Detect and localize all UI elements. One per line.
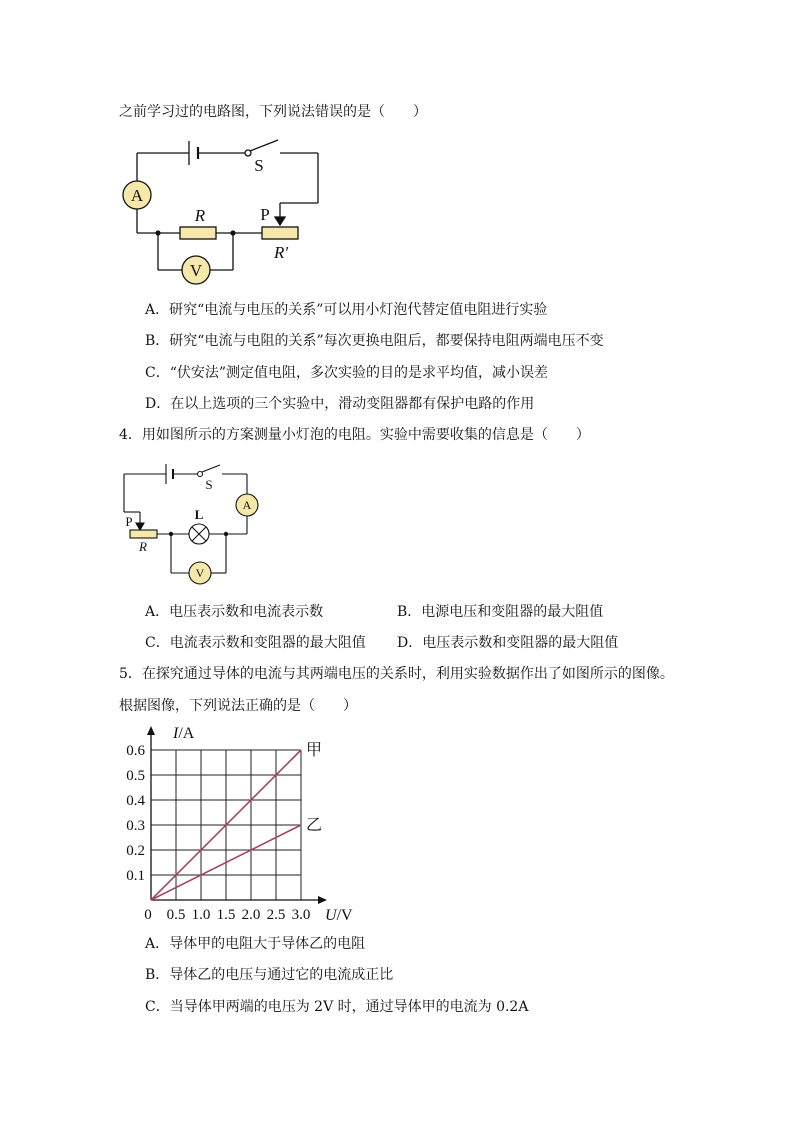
q4-stem: 4．用如图所示的方案测量小灯泡的电阻。实验中需要收集的信息是（ ） — [119, 427, 590, 443]
y-tick-label: 0.6 — [126, 743, 145, 759]
q3-option-a: A．研究“电流与电压的关系”可以用小灯泡代替定值电阻进行实验 — [145, 302, 548, 318]
y-tick-label: 0.5 — [126, 768, 145, 784]
x-tick-label: 1.0 — [191, 907, 211, 923]
y-tick-label: 0.3 — [126, 818, 145, 834]
q5-stem-line1: 5．在探究通过导体的电流与其两端电压的关系时，利用实验数据作出了如图所示的图像。 — [119, 666, 674, 682]
voltmeter-label: V — [189, 261, 203, 280]
q3-option-c: C．“伏安法”测定值电阻，多次实验的目的是求平均值，减小误差 — [145, 365, 549, 381]
q5-option-a: A．导体甲的电阻大于导体乙的电阻 — [145, 936, 366, 952]
y-tick-label: 0.2 — [126, 843, 145, 859]
x-axis-arrow — [318, 896, 327, 904]
rheostat-label: R — [139, 539, 147, 554]
q3-option-b: B．研究“电流与电阻的关系”每次更换电阻后，都要保持电阻两端电压不变 — [145, 333, 604, 349]
voltmeter-label: V — [195, 566, 205, 580]
x-tick-label: 2.0 — [241, 907, 261, 923]
y-axis-arrow — [147, 726, 155, 735]
y-axis-label: I/A — [173, 725, 195, 742]
q3-option-d: D．在以上选项的三个实验中，滑动变阻器都有保护电路的作用 — [145, 396, 535, 412]
q4-option-c: C．电流表示数和变阻器的最大阻值 — [145, 635, 366, 651]
ammeter-label: A — [242, 498, 252, 512]
switch-label: S — [254, 156, 264, 175]
q4-option-d: D．电压表示数和变阻器的最大阻值 — [397, 635, 619, 651]
slider-label: P — [125, 514, 133, 529]
origin-label: 0 — [144, 907, 152, 923]
q4-option-b: B．电源电压和变阻器的最大阻值 — [397, 604, 604, 620]
x-tick-label: 2.5 — [266, 907, 286, 923]
series-label-1: 甲 — [306, 742, 323, 759]
q3-stem: 之前学习过的电路图，下列说法错误的是（ ） — [119, 104, 427, 120]
x-tick-label: 1.5 — [216, 907, 236, 923]
series-label-2: 乙 — [306, 817, 323, 834]
lamp-label: L — [194, 507, 204, 522]
ammeter-label: A — [130, 186, 144, 205]
q5-stem-line2: 根据图像，下列说法正确的是（ ） — [119, 698, 357, 714]
y-tick-label: 0.4 — [126, 793, 145, 809]
q5-option-b: B．导体乙的电压与通过它的电流成正比 — [145, 967, 394, 983]
slider-label: P — [260, 205, 270, 224]
rheostat-label: R′ — [273, 243, 289, 262]
q5-option-c: C．当导体甲两端的电压为 2V 时，通过导体甲的电流为 0.2A — [145, 999, 529, 1015]
q4-option-a: A．电压表示数和电流表示数 — [145, 604, 324, 620]
x-axis-label: U/V — [325, 907, 353, 924]
y-tick-label: 0.1 — [126, 868, 145, 884]
resistor-label: R — [194, 206, 206, 225]
switch-label: S — [205, 477, 213, 492]
x-tick-label: 0.5 — [166, 907, 186, 923]
x-tick-label: 3.0 — [291, 907, 311, 923]
